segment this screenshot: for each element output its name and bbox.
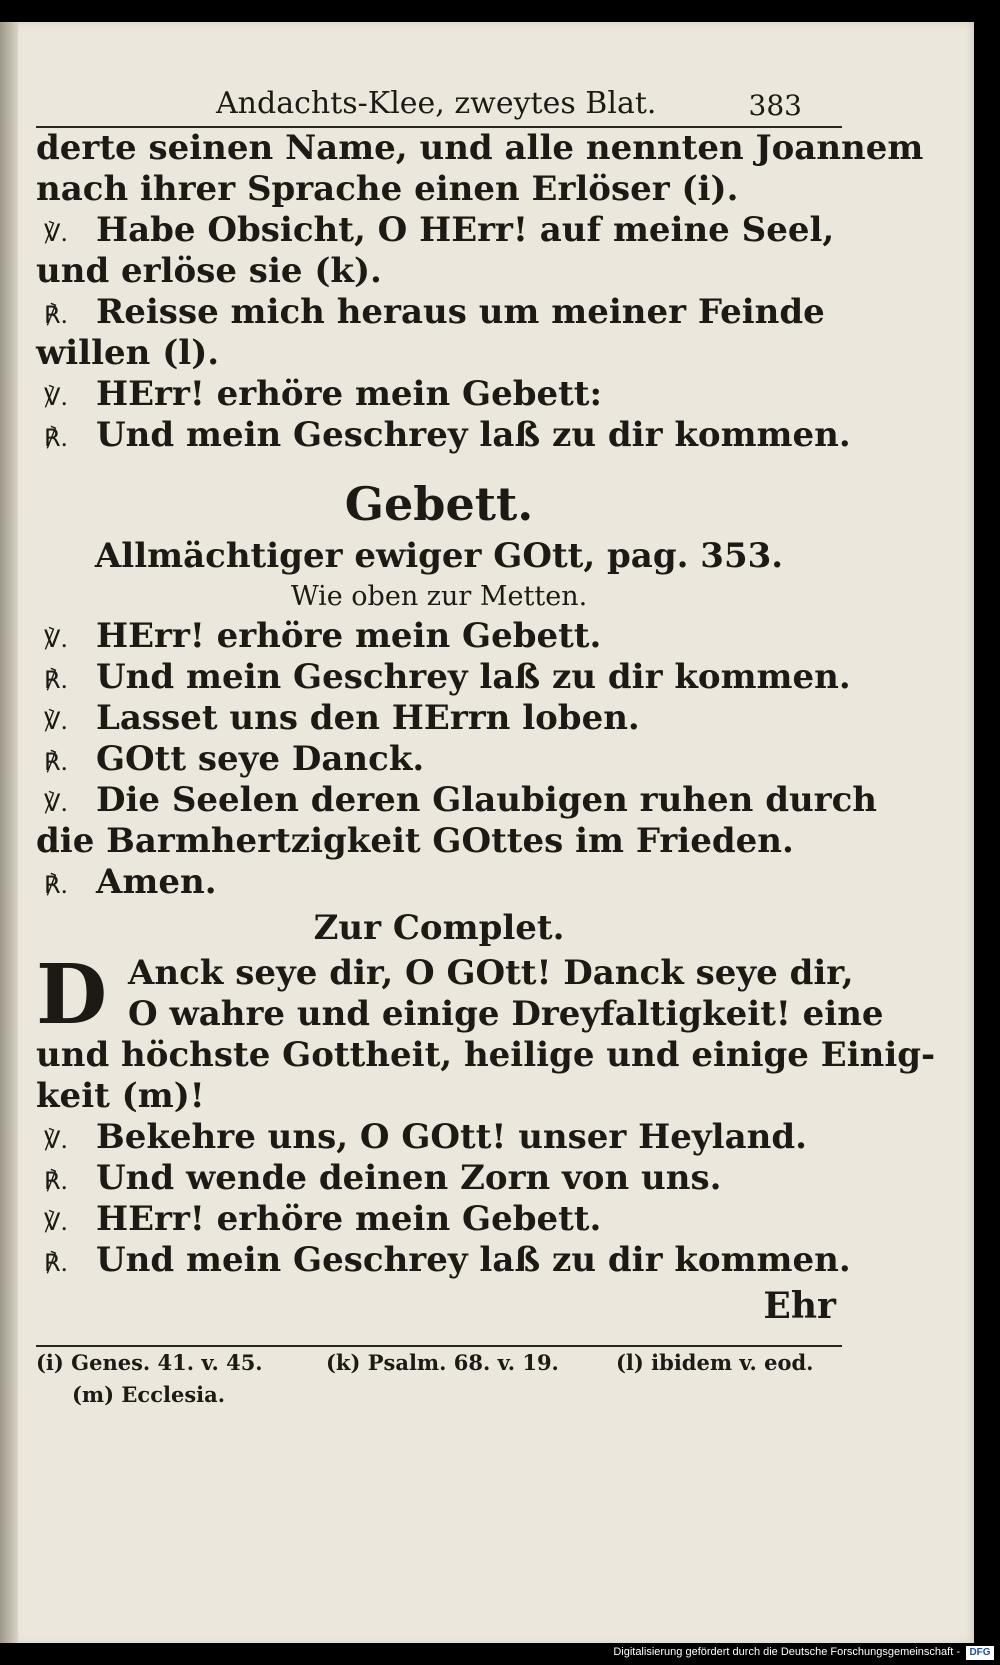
page-binding-shadow: [0, 22, 18, 1644]
footnote-l: (l) ibidem v. eod.: [616, 1350, 814, 1375]
footnote-i: (i) Genes. 41. v. 45.: [36, 1350, 263, 1375]
line-text: Habe Obsicht, O HErr! auf meine Seel,: [96, 210, 835, 250]
versicle-line: [36, 210, 842, 251]
versicle-symbol: ℣.: [44, 707, 69, 735]
line-text: Reisse mich heraus um meiner Feinde: [96, 292, 825, 332]
versicle-symbol: ℣.: [44, 1208, 69, 1236]
text-line: keit (m)!: [36, 1076, 205, 1116]
text-line: Anck seye dir, O GOtt! Danck seye dir,: [128, 953, 854, 993]
footnote-m: (m) Ecclesia.: [72, 1382, 226, 1407]
text-line: derte seinen Name, und alle nennten Joannem: [36, 128, 924, 168]
text-line: und höchste Gottheit, heilige und einige Einig-: [36, 1035, 936, 1075]
line-text: GOtt seye Danck.: [96, 739, 425, 779]
versicle-line: [36, 780, 878, 821]
response-symbol: ℟.: [44, 424, 69, 452]
running-title: Andachts-Klee, zweytes Blat.: [216, 86, 657, 121]
footnote-row: [36, 1347, 842, 1379]
footnote-row: [36, 1379, 842, 1411]
complet-prayer: [36, 947, 936, 1117]
dfg-logo: DFG: [966, 1646, 994, 1660]
text-line: O wahre und einige Dreyfaltigkeit! eine: [128, 994, 884, 1034]
versicle-line: [36, 374, 842, 415]
catchword: Ehr: [763, 1285, 836, 1327]
line-text: Amen.: [96, 862, 217, 902]
text-line: und erlöse sie (k).: [36, 251, 382, 291]
digitization-footer: [0, 1643, 1000, 1665]
line-text: Die Seelen deren Glaubigen ruhen durch: [96, 780, 878, 820]
versicle-symbol: ℣.: [44, 1126, 69, 1154]
prayer-reference: Allmächtiger ewiger GOtt, pag. 353.: [94, 536, 784, 576]
response-symbol: ℟.: [44, 1167, 69, 1195]
response-line: [36, 657, 851, 698]
gebett-heading: Gebett.: [344, 477, 534, 531]
response-symbol: ℟.: [44, 748, 69, 776]
line-text: Und mein Geschrey laß zu dir kommen.: [96, 657, 851, 697]
text-line: nach ihrer Sprache einen Erlöser (i).: [36, 169, 739, 209]
versicle-line: [36, 698, 842, 739]
book-page: [0, 22, 974, 1644]
response-line: [36, 739, 842, 780]
funding-credit: Digitalisierung gefördert durch die Deutsche Forschungsgemeinschaft -: [613, 1646, 960, 1658]
page-number: 383: [748, 89, 802, 122]
versicle-line: [36, 1117, 842, 1158]
versicle-line: [36, 1199, 842, 1240]
drop-cap: D: [36, 947, 108, 1043]
text-line: willen (l).: [36, 333, 220, 373]
response-line: [36, 292, 842, 333]
response-line: [36, 862, 842, 903]
versicle-symbol: ℣.: [44, 625, 69, 653]
line-text: HErr! erhöre mein Gebett.: [96, 616, 602, 656]
running-header: [36, 82, 842, 128]
line-text: Und mein Geschrey laß zu dir kommen.: [96, 415, 851, 455]
versicle-line: [36, 616, 842, 657]
versicle-symbol: ℣.: [44, 219, 69, 247]
line-text: HErr! erhöre mein Gebett:: [96, 374, 603, 414]
line-text: Und mein Geschrey laß zu dir kommen.: [96, 1240, 851, 1280]
response-symbol: ℟.: [44, 1249, 69, 1277]
line-text: Bekehre uns, O GOtt! unser Heyland.: [96, 1117, 807, 1157]
versicle-symbol: ℣.: [44, 789, 69, 817]
prayer-note: Wie oben zur Metten.: [290, 581, 588, 612]
response-line: [36, 415, 851, 456]
page-text-block: [36, 82, 936, 1411]
response-symbol: ℟.: [44, 301, 69, 329]
text-line: die Barmhertzigkeit GOttes im Frieden.: [36, 821, 794, 861]
versicle-symbol: ℣.: [44, 383, 69, 411]
line-text: HErr! erhöre mein Gebett.: [96, 1199, 602, 1239]
response-line: [36, 1240, 851, 1281]
spacer: [36, 456, 842, 474]
line-text: Und wende deinen Zorn von uns.: [96, 1158, 722, 1198]
footnote-k: (k) Psalm. 68. v. 19.: [326, 1350, 559, 1375]
response-line: [36, 1158, 842, 1199]
complet-heading: Zur Complet.: [313, 908, 565, 948]
response-symbol: ℟.: [44, 666, 69, 694]
response-symbol: ℟.: [44, 871, 69, 899]
line-text: Lasset uns den HErrn loben.: [96, 698, 640, 738]
